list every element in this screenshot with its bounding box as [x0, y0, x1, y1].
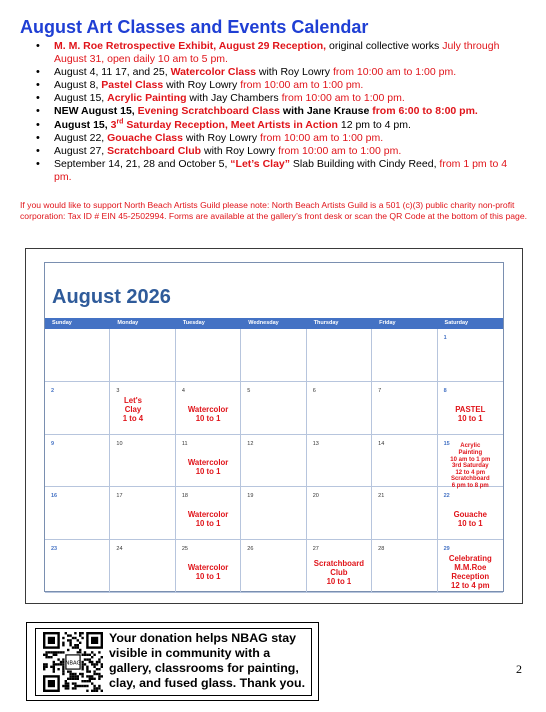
calendar-day-cell: [176, 329, 241, 382]
calendar-day-cell: [307, 329, 372, 382]
day-number: 13: [312, 440, 319, 447]
event-text: August 8,: [54, 79, 102, 92]
donation-message: Your donation helps NBAG stay visible in community with a gallery, classrooms for painting, clay, and fused glass. Thank you.: [109, 631, 306, 690]
event-text: with Jane Krause: [280, 105, 373, 118]
event-item: [54, 119, 520, 132]
event-text: from 1 pm to 4 pm.: [54, 157, 508, 183]
event-text: “Let’s Clay”: [230, 157, 290, 170]
day-number: 21: [378, 493, 385, 500]
calendar-day-cell: [110, 329, 175, 382]
event-item: [54, 66, 520, 79]
day-number: 8: [443, 387, 447, 394]
calendar-day-cell: [307, 540, 372, 593]
weekday-label: Monday: [117, 320, 139, 326]
day-number: 22: [443, 493, 450, 500]
day-number: 2: [51, 387, 55, 394]
event-text: Gouache Class: [107, 131, 183, 144]
event-text: Acrylic Painting: [107, 92, 187, 105]
day-event: Watercolor 10 to 1: [187, 510, 229, 529]
calendar-day-cell: [176, 540, 241, 593]
event-text: August 15,: [54, 118, 111, 131]
day-event: Gouache 10 to 1: [453, 510, 487, 529]
page-number: 2: [516, 662, 522, 676]
day-number: 19: [247, 493, 254, 500]
calendar-header: [45, 263, 503, 320]
day-event: Watercolor 10 to 1: [187, 457, 229, 476]
calendar-day-cell: [307, 382, 372, 435]
day-number: 26: [247, 546, 254, 553]
calendar-day-cell: [241, 382, 306, 435]
qr-code-icon[interactable]: [43, 632, 103, 692]
calendar-day-cell: [176, 487, 241, 540]
calendar-day-cell: [110, 487, 175, 540]
day-number: 23: [51, 546, 58, 553]
qr-logo-text: NBAG: [65, 660, 81, 667]
calendar-day-cell: [241, 435, 306, 488]
calendar-day-cell: [241, 540, 306, 593]
weekday-label: Sunday: [52, 320, 72, 326]
event-text: August 15,: [54, 92, 108, 105]
calendar-day-cell: [372, 382, 437, 435]
calendar-day-cell: [438, 435, 503, 488]
calendar-day-cell: [372, 540, 437, 593]
day-number: 7: [378, 387, 382, 394]
event-text: with Roy Lowry: [255, 66, 333, 79]
event-text: rd: [116, 118, 124, 126]
events-list: [20, 40, 520, 184]
day-number: 15: [443, 440, 450, 447]
event-item: [54, 145, 520, 158]
day-number: 6: [312, 387, 316, 394]
day-number: 4: [181, 387, 185, 394]
event-text: from 10:00 am to 1:00 pm.: [240, 79, 364, 92]
day-number: 20: [312, 493, 319, 500]
page-title: August Art Classes and Events Calendar: [20, 17, 369, 37]
day-number: 25: [181, 546, 188, 553]
calendar-day-cell: [241, 329, 306, 382]
event-text: 3: [110, 118, 117, 131]
event-item: [54, 79, 520, 92]
calendar-day-cell: [110, 435, 175, 488]
day-event: Acrylic Painting 10 am to 1 pm 3rd Saturday 12 to 4 pm Scratchboard 6 pm to 8 pm: [450, 443, 491, 490]
day-event: PASTEL 10 to 1: [455, 404, 486, 423]
calendar-month-title: August 2026: [52, 286, 171, 308]
day-event: Watercolor 10 to 1: [187, 404, 229, 423]
event-item: [54, 40, 520, 66]
calendar-day-cell: [45, 435, 110, 488]
day-event: Let's Clay 1 to 4: [122, 395, 144, 423]
weekday-label: Saturday: [444, 320, 469, 326]
weekday-label: Tuesday: [182, 320, 205, 326]
donation-note: If you would like to support North Beach Artists Guild please note: North Beach Artists Guild is a 501 (c)(3) public charity non-profit corporation: Tax ID # EIN 45-2502994. Forms are available at the gallery’s front desk or scan the QR Code at the bottom of this page.: [20, 200, 527, 221]
day-number: 1: [443, 335, 447, 341]
day-number: 10: [116, 440, 123, 447]
event-text: August 22,: [54, 131, 108, 144]
day-number: 9: [51, 440, 55, 447]
event-text: Evening Scratchboard Class: [137, 105, 281, 118]
calendar-grid: [45, 329, 503, 593]
event-text: July through August 31, open daily 10 am to 5 pm.: [54, 40, 500, 66]
event-text: from 6:00 to 8:00 pm.: [372, 105, 478, 118]
day-number: 18: [181, 493, 188, 500]
day-number: 16: [51, 493, 58, 500]
event-text: M. M. Roe Retrospective Exhibit, August 29 Reception,: [54, 40, 327, 52]
calendar-day-cell: [45, 540, 110, 593]
event-item: [54, 92, 520, 105]
event-text: August 4, 11 17, and 25,: [54, 66, 171, 79]
weekday-label: Friday: [379, 320, 396, 326]
event-text: from 10:00 am to 1:00 pm.: [281, 92, 405, 105]
day-number: 27: [312, 546, 319, 553]
calendar-day-cell: [110, 382, 175, 435]
event-text: with Roy Lowry: [201, 144, 279, 157]
calendar-day-cell: [176, 382, 241, 435]
calendar-day-cell: [307, 435, 372, 488]
calendar: [44, 262, 504, 592]
calendar-day-cell: [438, 487, 503, 540]
event-text: Saturday Reception, Meet Artists in Action: [123, 118, 338, 131]
event-text: NEW August 15,: [54, 105, 138, 118]
event-text: with Jay Chambers: [186, 92, 282, 105]
day-number: 12: [247, 440, 254, 447]
day-event: Scratchboard Club 10 to 1: [313, 558, 365, 586]
day-number: 28: [378, 546, 385, 553]
calendar-day-cell: [241, 487, 306, 540]
event-text: Slab Building with Cindy Reed,: [290, 157, 440, 170]
event-text: Watercolor Class: [170, 66, 256, 79]
weekday-label: Wednesday: [248, 320, 279, 326]
event-item: [54, 132, 520, 145]
event-text: from 10:00 am to 1:00 pm.: [260, 131, 384, 144]
calendar-day-cell: [372, 329, 437, 382]
calendar-day-cell: [176, 435, 241, 488]
calendar-day-cell: [438, 329, 503, 382]
day-event: Watercolor 10 to 1: [187, 563, 229, 582]
day-number: 14: [378, 440, 385, 447]
calendar-day-cell: [45, 329, 110, 382]
day-number: 17: [116, 493, 123, 500]
calendar-day-cell: [45, 487, 110, 540]
event-text: Scratchboard Club: [107, 144, 202, 157]
day-number: 24: [116, 546, 123, 553]
event-item: [54, 105, 520, 118]
event-text: August 27,: [54, 144, 108, 157]
day-number: 11: [181, 440, 188, 447]
weekday-label: Thursday: [313, 320, 339, 326]
event-text: 12 pm to 4 pm.: [337, 118, 411, 131]
day-number: 29: [443, 546, 450, 553]
event-item: [54, 158, 520, 184]
event-text: from 10:00 am to 1:00 pm.: [278, 144, 402, 157]
event-text: with Roy Lowry: [183, 131, 261, 144]
day-number: 5: [247, 387, 251, 394]
event-text: original collective works: [326, 40, 443, 52]
calendar-day-cell: [307, 487, 372, 540]
calendar-day-cell: [438, 540, 503, 593]
calendar-day-cell: [372, 435, 437, 488]
calendar-day-cell: [438, 382, 503, 435]
calendar-day-cell: [45, 382, 110, 435]
event-text: September 14, 21, 28 and October 5,: [54, 157, 231, 170]
event-text: with Roy Lowry: [163, 79, 241, 92]
day-event: Celebrating M.M.Roe Reception 12 to 4 pm: [448, 554, 492, 591]
calendar-day-cell: [110, 540, 175, 593]
calendar-day-cell: [372, 487, 437, 540]
day-number: 3: [116, 387, 120, 394]
weekday-header-row: [45, 318, 503, 329]
event-text: from 10:00 am to 1:00 pm.: [332, 66, 457, 79]
event-text: Pastel Class: [101, 79, 164, 92]
